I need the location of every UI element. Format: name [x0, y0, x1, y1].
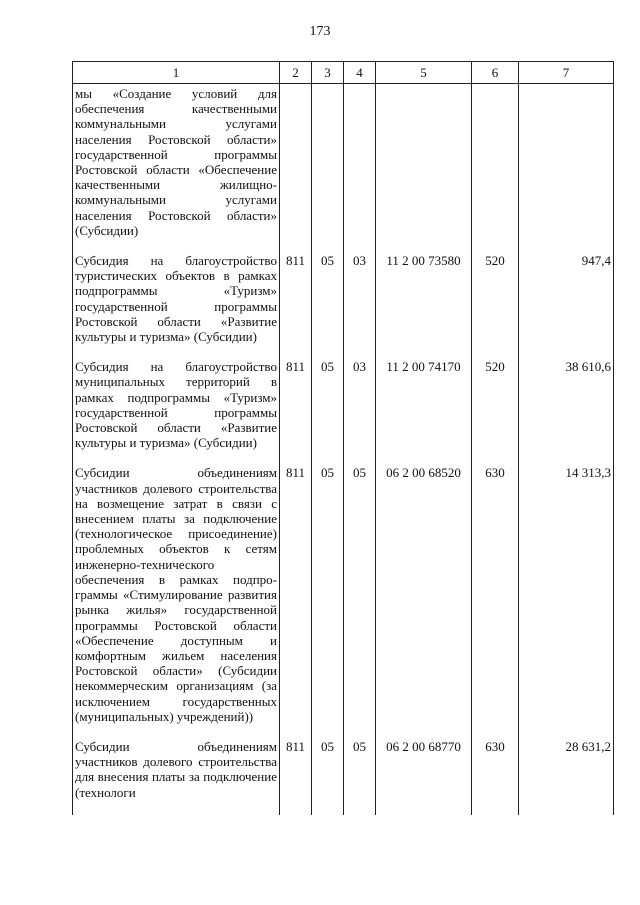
row-amount: 38 610,6 [519, 359, 614, 465]
table-row [73, 739, 614, 815]
row-code-2: 811 [280, 359, 312, 465]
row-code-6: 630 [472, 739, 519, 815]
column-header-3: 3 [312, 62, 344, 84]
column-header-2: 2 [280, 62, 312, 84]
row-amount: 28 631,2 [519, 739, 614, 815]
table-row [73, 253, 614, 359]
row-code-2 [280, 84, 312, 254]
row-code-3: 05 [312, 465, 344, 738]
row-amount [519, 84, 614, 254]
row-code-4: 05 [344, 739, 376, 815]
row-code-3: 05 [312, 253, 344, 359]
header-row [73, 62, 614, 84]
row-description: мы «Создание условий для обеспечения качественными коммунальными услугами населения Ростовской области» государственной программы Ростовской области «Обеспечение качественными жилищно-коммунальными услугами населения Ростовской области» (Субсидии) [73, 84, 280, 254]
row-code-3 [312, 84, 344, 254]
column-header-4: 4 [344, 62, 376, 84]
row-amount: 947,4 [519, 253, 614, 359]
row-description: Субсидии объединениям участников долевого строительства на возмещение затрат в связи с внесением платы за подключение (технологическое присоединение) проблемных объектов к сетям инженерно-технического обеспечения в рамках подпрограммы «Стимулирование развития рынка жилья» государственной программы Ростовской области «Обеспечение доступным и комфортным жильем населения Ростовской области» (Субсидии некоммерческим организациям (за исключением государственных (муниципальных) учреждений)) [73, 465, 280, 738]
column-header-5: 5 [376, 62, 472, 84]
table-row [73, 465, 614, 738]
row-code-2: 811 [280, 739, 312, 815]
row-code-5: 11 2 00 74170 [376, 359, 472, 465]
row-code-2: 811 [280, 465, 312, 738]
column-header-1: 1 [73, 62, 280, 84]
row-code-4: 03 [344, 253, 376, 359]
table-row [73, 84, 614, 254]
row-code-6: 630 [472, 465, 519, 738]
page-number: 173 [309, 24, 331, 39]
row-code-4: 05 [344, 465, 376, 738]
row-code-5: 11 2 00 73580 [376, 253, 472, 359]
row-description: Субсидия на благоустройство туристических объектов в рамках подпрограммы «Туризм» государственной программы Ростовской области «Развитие культуры и туризма» (Субсидии) [73, 253, 280, 359]
row-code-5: 06 2 00 68520 [376, 465, 472, 738]
row-description: Субсидия на благоустройство муниципальных территорий в рамках подпрограммы «Туризм» государственной программы Ростовской области «Развитие культуры и туризма» (Субсидии) [73, 359, 280, 465]
column-header-6: 6 [472, 62, 519, 84]
table-row [73, 359, 614, 465]
row-code-6 [472, 84, 519, 254]
row-code-4 [344, 84, 376, 254]
row-code-3: 05 [312, 359, 344, 465]
row-code-6: 520 [472, 253, 519, 359]
row-description: Субсидии объединениям участников долевого строительства для внесения платы за подключение (технологи [73, 739, 280, 815]
row-code-3: 05 [312, 739, 344, 815]
row-code-2: 811 [280, 253, 312, 359]
row-code-5 [376, 84, 472, 254]
row-code-5: 06 2 00 68770 [376, 739, 472, 815]
column-header-7: 7 [519, 62, 614, 84]
row-code-4: 03 [344, 359, 376, 465]
row-amount: 14 313,3 [519, 465, 614, 738]
row-code-6: 520 [472, 359, 519, 465]
budget-table [72, 61, 614, 815]
